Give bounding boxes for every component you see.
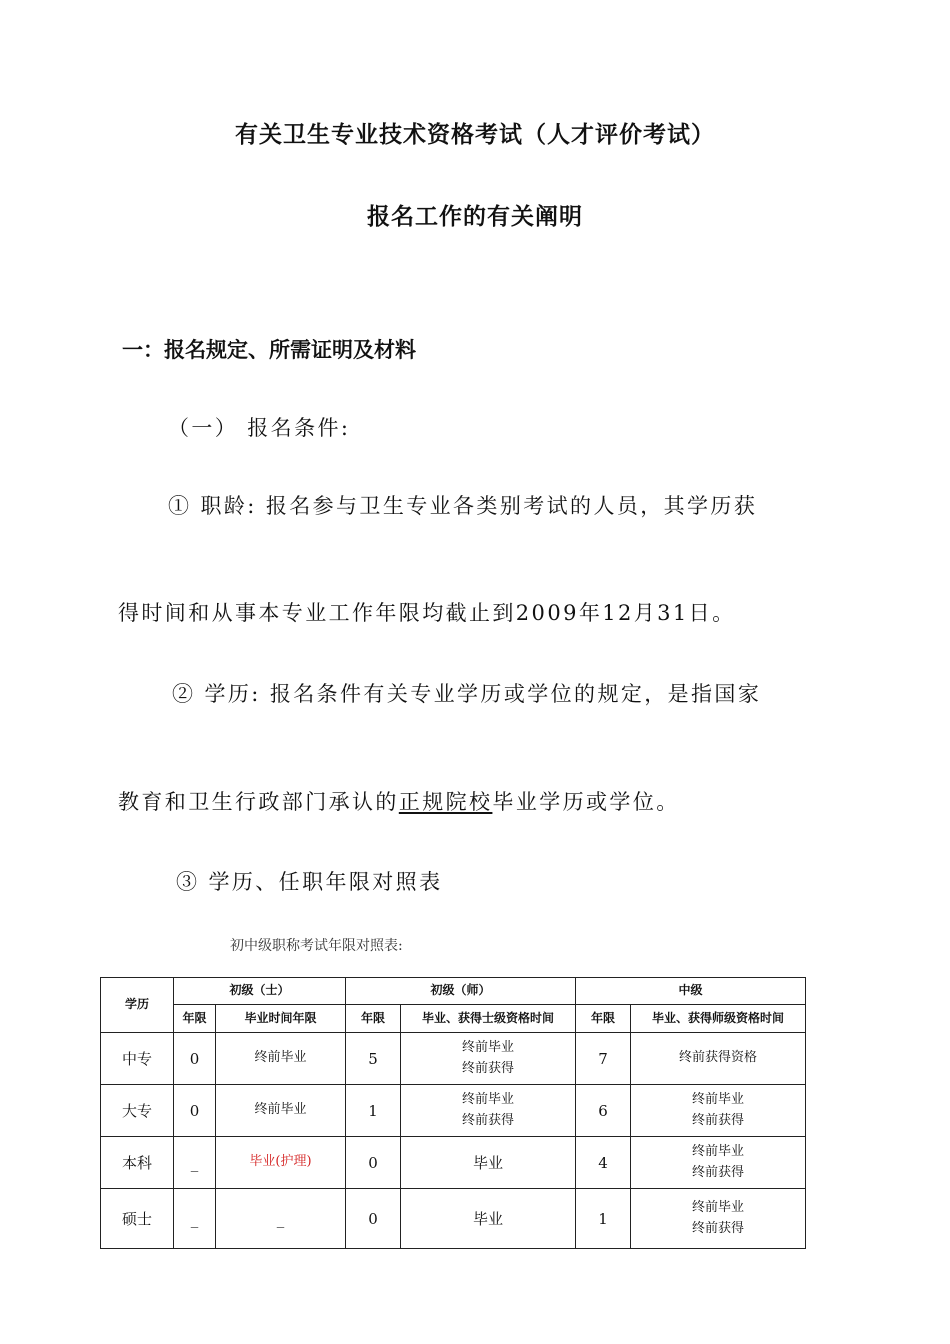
cell-time-2: 毕业 (401, 1137, 576, 1189)
header-years-3: 年限 (576, 1005, 631, 1033)
p2-text-b: 的 (574, 682, 598, 706)
table-row (101, 1085, 806, 1137)
cell-years-1: 0 (174, 1033, 216, 1085)
p2-text-a: ② 学历: 报名条件有关专业学历或学位 (172, 682, 575, 706)
cell-line: 终前毕业 (692, 1199, 745, 1215)
document-title-line2: 报名工作的有关阐明 (367, 204, 583, 230)
document-title-line1: 有关卫生专业技术资格考试（人才评价考试） (235, 122, 715, 148)
cell-education: 中专 (101, 1033, 174, 1085)
cell-time-2 (401, 1085, 576, 1137)
cell-years-2: 1 (346, 1085, 401, 1137)
cell-time-2: 毕业 (401, 1189, 576, 1249)
header-group-junior-shi-master: 初级（师） (346, 978, 576, 1005)
cell-education: 本科 (101, 1137, 174, 1189)
subsection-heading: （一） 报名条件: (168, 416, 351, 440)
p1-text-b: 的 (570, 494, 594, 518)
cell-line: 终前毕业 (462, 1091, 515, 1107)
cell-time-1: 终前毕业 (216, 1085, 346, 1137)
cell-time-3 (631, 1189, 806, 1249)
cell-line: 终前毕业 (692, 1091, 745, 1107)
cell-years-2: 5 (346, 1033, 401, 1085)
paragraph-1-line2: 得时间和从事本专业工作年限均截止到2009年12月31日。 (118, 601, 736, 625)
cell-years-1: _ (174, 1189, 216, 1249)
cell-years-2: 0 (346, 1189, 401, 1249)
header-time-3: 毕业、获得师级资格时间 (631, 1005, 806, 1033)
p2-underlined-text: 正规院校 (398, 790, 493, 814)
cell-line: 终前获得 (692, 1164, 745, 1180)
cell-years-3: 1 (576, 1189, 631, 1249)
cell-time-3 (631, 1085, 806, 1137)
header-education: 学历 (101, 978, 174, 1033)
cell-time-1: _ (216, 1189, 346, 1249)
cell-line: 终前毕业 (462, 1039, 515, 1055)
table-row (101, 1033, 806, 1085)
cell-line: 终前获得 (692, 1112, 745, 1128)
header-years-1: 年限 (174, 1005, 216, 1033)
cell-years-3: 6 (576, 1085, 631, 1137)
paragraph-2-line2 (118, 786, 680, 816)
cell-time-1-highlight: 毕业(护理) (216, 1137, 346, 1189)
table-caption: 初中级职称考试年限对照表: (230, 938, 403, 954)
cell-education: 硕士 (101, 1189, 174, 1249)
table-header-row-1 (101, 978, 806, 1005)
header-group-junior-shi: 初级（士） (174, 978, 346, 1005)
cell-line: 终前毕业 (692, 1143, 745, 1159)
p2-text-b2: 的 (375, 790, 399, 814)
header-time-1: 毕业时间年限 (216, 1005, 346, 1033)
cell-time-3 (631, 1137, 806, 1189)
cell-line: 终前获得 (692, 1220, 745, 1236)
paragraph-3: ③ 学历、任职年限对照表 (176, 870, 443, 894)
cell-line: 终前获得 (462, 1112, 515, 1128)
p2-text-a2: 教育和卫生行政部门承认 (118, 790, 376, 814)
table-row (101, 1189, 806, 1249)
cell-years-3: 4 (576, 1137, 631, 1189)
paragraph-1-line1 (168, 490, 757, 520)
p2-text-c: 规定，是指国家 (597, 682, 762, 706)
table-row (101, 1137, 806, 1189)
years-comparison-table (100, 977, 806, 1249)
paragraph-2-line1 (172, 678, 761, 708)
section-heading: 一：报名规定、所需证明及材料 (122, 338, 416, 362)
cell-years-2: 0 (346, 1137, 401, 1189)
header-years-2: 年限 (346, 1005, 401, 1033)
cell-years-1: _ (174, 1137, 216, 1189)
table-header-row-2 (101, 1005, 806, 1033)
cell-time-1: 终前毕业 (216, 1033, 346, 1085)
cell-years-3: 7 (576, 1033, 631, 1085)
p2-text-d2: 毕业学历或学位。 (492, 790, 680, 814)
cell-line: 终前获得 (462, 1060, 515, 1076)
header-time-2: 毕业、获得士级资格时间 (401, 1005, 576, 1033)
header-group-intermediate: 中级 (576, 978, 806, 1005)
cell-time-2 (401, 1033, 576, 1085)
cell-years-1: 0 (174, 1085, 216, 1137)
cell-education: 大专 (101, 1085, 174, 1137)
p1-text-a: ① 职龄: 报名参与卫生专业各类别考试 (168, 494, 571, 518)
cell-time-3: 终前获得资格 (631, 1033, 806, 1085)
p1-text-c: 人员，其学历获 (593, 494, 758, 518)
